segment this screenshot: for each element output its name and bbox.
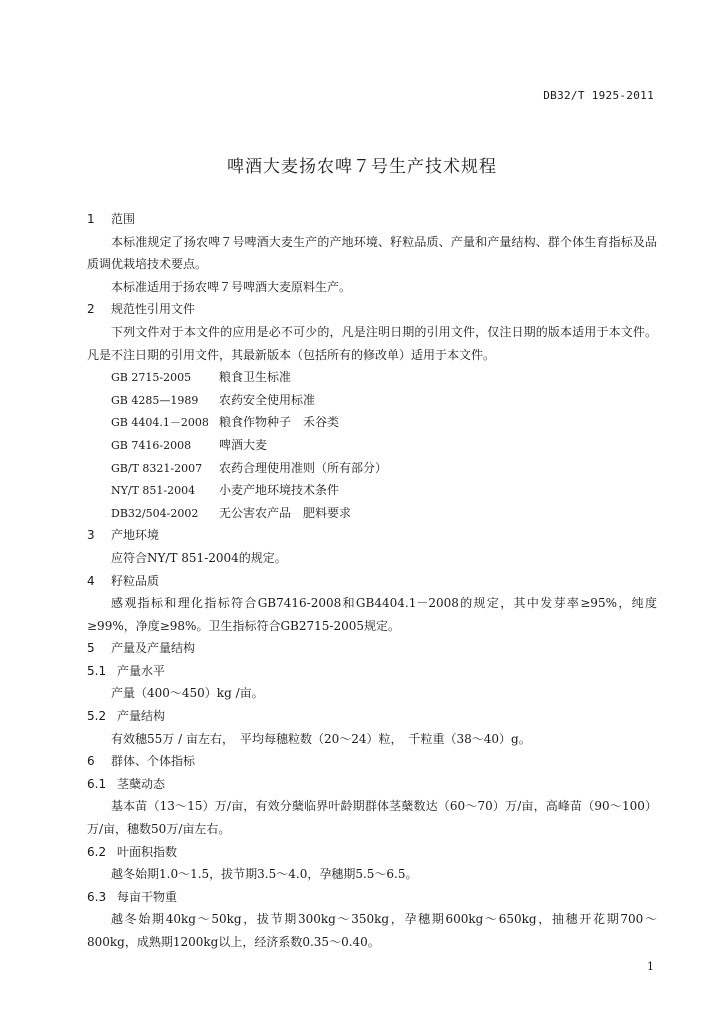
reference-item: [87, 366, 657, 389]
subsection-title: 产量结构: [117, 709, 166, 724]
paragraph: 产量（400～450）kg /亩。: [111, 686, 264, 701]
reference-name: 无公害农产品 肥料要求: [219, 505, 352, 520]
reference-item: [87, 479, 657, 502]
paragraph: 本标准规定了扬农啤７号啤酒大麦生产的产地环境、籽粒品质、产量和产量结构、群个体生育指标及品质调优栽培技术要点。: [87, 234, 657, 272]
section-heading-3: [87, 524, 657, 547]
subsection-number: 6.3: [87, 889, 107, 904]
section-title: 范围: [111, 212, 136, 226]
section-heading-2: [87, 298, 657, 321]
paragraph: 有效穗55万 / 亩左右， 平均每穗粒数（20～24）粒， 千粒重（38～40）g。: [111, 731, 531, 746]
subsection-number: 5.2: [87, 709, 107, 724]
page-number: 1: [647, 960, 654, 973]
section-title: 产量及产量结构: [111, 641, 196, 656]
reference-name: 农药安全使用标准: [219, 392, 316, 407]
section-number: 3: [87, 528, 95, 543]
reference-item: [87, 502, 657, 525]
reference-item: [87, 389, 657, 412]
subsection-number: 5.1: [87, 663, 107, 678]
subsection-heading-5-2: [87, 705, 657, 728]
subsection-title: 茎蘖动态: [117, 776, 166, 791]
paragraph: 基本苗（13～15）万/亩，有效分蘖临界叶龄期群体茎蘖数达（60～70）万/亩，高峰苗（90～100）万/亩，穗数50万/亩左右。: [87, 799, 657, 837]
subsection-number: 6.1: [87, 776, 107, 791]
reference-item: [87, 434, 657, 457]
subsection-number: 6.2: [87, 844, 107, 859]
reference-name: 粮食作物种子 禾谷类: [219, 415, 340, 430]
subsection-title: 每亩干物重: [117, 889, 178, 904]
reference-name: 粮食卫生标准: [219, 370, 292, 385]
reference-list: [87, 366, 657, 524]
section-heading-5: [87, 637, 657, 660]
reference-code: NY/T 851-2004: [111, 484, 196, 498]
reference-name: 啤酒大麦: [219, 437, 268, 452]
section-number: 4: [87, 573, 95, 588]
section-title: 群体、个体指标: [111, 754, 196, 769]
reference-code: GB/T 8321-2007: [111, 461, 203, 475]
reference-name: 农药合理使用准则（所有部分）: [219, 460, 388, 475]
section-title: 籽粒品质: [111, 573, 160, 588]
section-number: 6: [87, 754, 95, 769]
section-number: 5: [87, 641, 95, 656]
section-title: 规范性引用文件: [111, 302, 196, 317]
reference-code: GB 2715-2005: [111, 371, 192, 385]
document-title: 啤酒大麦扬农啤７号生产技术规程: [227, 157, 497, 177]
reference-name: 小麦产地环境技术条件: [219, 483, 340, 498]
section-heading-6: [87, 750, 657, 773]
section-number: 2: [87, 302, 95, 317]
reference-item: [87, 411, 657, 434]
section-title: 产地环境: [111, 528, 160, 543]
subsection-title: 叶面积指数: [117, 844, 178, 859]
paragraph: 下列文件对于本文件的应用是必不可少的，凡是注明日期的引用文件，仅注日期的版本适用于本文件。凡是不注日期的引用文件，其最新版本（包括所有的修改单）适用于本文件。: [87, 324, 657, 362]
subsection-heading-6-3: [87, 886, 657, 909]
reference-code: DB32/504-2002: [111, 506, 199, 520]
document-body: [87, 208, 657, 954]
reference-item: [87, 457, 657, 480]
reference-code: GB 7416-2008: [111, 438, 192, 452]
section-heading-1: [87, 208, 657, 231]
subsection-heading-5-1: [87, 660, 657, 683]
subsection-title: 产量水平: [117, 663, 166, 678]
paragraph: 越冬始期40kg～50kg，拔节期300kg～350kg，孕穗期600kg～650kg，抽穗开花期700～800kg，成熟期1200kg以上，经济系数0.35～0.40。: [87, 912, 657, 949]
subsection-heading-6-1: [87, 773, 657, 796]
paragraph: 感观指标和理化指标符合GB7416-2008和GB4404.1－2008的规定，其中发芽率≥95%，纯度≥99%，净度≥98%。卫生指标符合GB2715-2005规定。: [87, 596, 657, 633]
paragraph: 应符合NY/T 851-2004的规定。: [111, 550, 287, 565]
section-heading-4: [87, 570, 657, 593]
reference-code: GB 4404.1－2008: [111, 416, 209, 430]
reference-code: GB 4285—1989: [111, 393, 199, 407]
section-number: 1: [87, 212, 95, 226]
subsection-heading-6-2: [87, 841, 657, 864]
standard-code: DB32/T 1925-2011: [543, 89, 654, 102]
paragraph: 越冬始期1.0～1.5，拔节期3.5～4.0，孕穗期5.5～6.5。: [111, 867, 418, 882]
paragraph: 本标准适用于扬农啤７号啤酒大麦原料生产。: [111, 279, 352, 294]
